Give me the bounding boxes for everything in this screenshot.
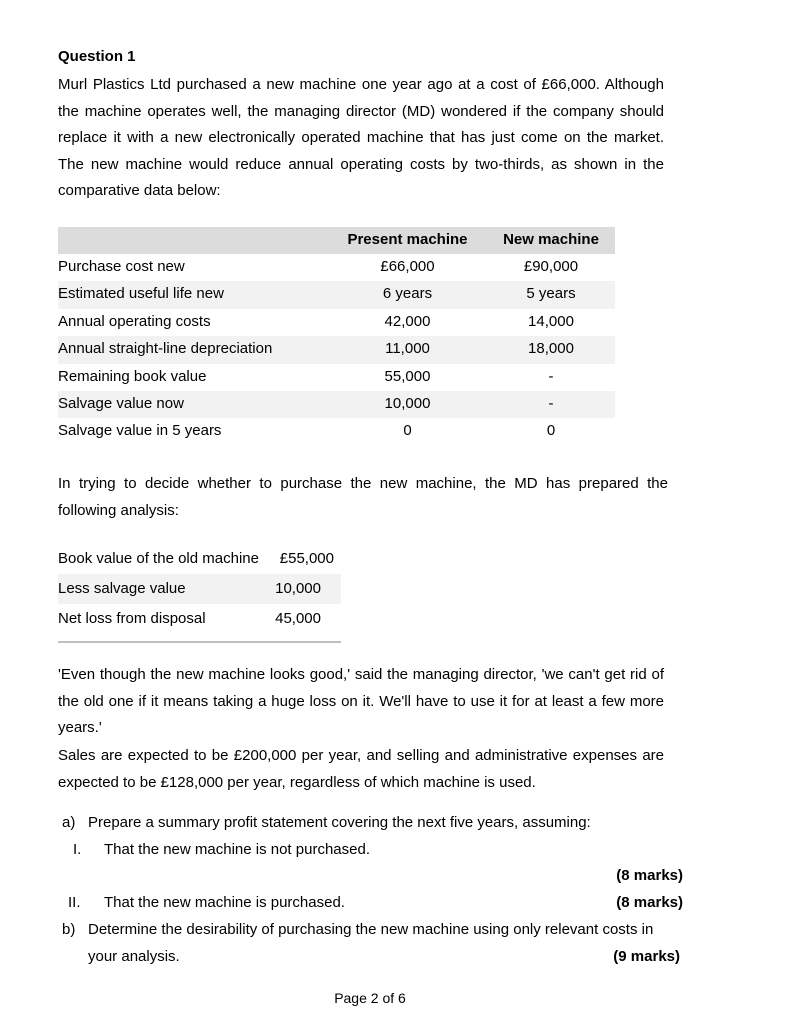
disposal-value: 45,000	[275, 610, 321, 627]
table-row	[58, 281, 615, 308]
new-value: -	[548, 367, 554, 385]
disposal-analysis	[58, 544, 341, 634]
intro-paragraph: Murl Plastics Ltd purchased a new machine one year ago at a cost of £66,000. Although the machine operates well, the managing director (MD) wondered if the company should replace it with a new electronically operated machine that has just come on the market. The new machine would reduce annual operating costs by two-thirds, as shown in the comparative data below:	[58, 76, 664, 200]
new-value: 0	[546, 422, 556, 440]
task-a-text: Prepare a summary profit statement covering the next five years, assuming:	[88, 814, 591, 831]
task-i-text: That the new machine is not purchased.	[104, 841, 370, 858]
present-value: £66,000	[380, 258, 435, 275]
present-value: 10,000	[384, 394, 431, 412]
task-a-marker: a)	[62, 814, 76, 831]
table-row	[58, 309, 615, 336]
new-value: 5 years	[526, 285, 576, 303]
row-label: Salvage value now	[58, 394, 184, 412]
disposal-bottom-rule	[58, 641, 341, 643]
question-heading: Question 1	[58, 48, 136, 65]
row-label: Estimated useful life new	[58, 285, 224, 303]
task-ii-marker: II.	[68, 894, 81, 911]
present-value: 6 years	[382, 285, 433, 303]
row-label: Salvage value in 5 years	[58, 422, 222, 440]
task-b-text-line2: your analysis.	[88, 948, 180, 965]
table-header-row	[58, 227, 615, 254]
task-b-marker: b)	[62, 921, 76, 938]
page-footer: Page 2 of 6	[334, 990, 406, 1006]
table-row	[58, 391, 615, 418]
task-ii-text: That the new machine is purchased.	[104, 894, 345, 911]
present-value: 55,000	[384, 367, 431, 385]
task-b-marks: (9 marks)	[613, 948, 680, 965]
present-value: 42,000	[384, 312, 431, 330]
task-ii-marks: (8 marks)	[616, 894, 683, 911]
table-row	[58, 364, 615, 391]
new-value: £90,000	[523, 258, 579, 275]
col-header-new: New machine	[503, 231, 599, 248]
comparison-table	[58, 227, 615, 446]
disposal-label: Book value of the old machine	[58, 550, 259, 567]
row-label: Annual operating costs	[58, 312, 211, 330]
disposal-label: Net loss from disposal	[58, 610, 206, 627]
present-value: 11,000	[385, 340, 430, 358]
sales-paragraph: Sales are expected to be £200,000 per year, and selling and administrative expenses are expected to be £128,000 per year, regardless of which machine is used.	[58, 747, 664, 791]
task-i-marks: (8 marks)	[616, 867, 683, 884]
table-row	[58, 336, 615, 363]
row-label: Remaining book value	[58, 367, 207, 385]
disposal-row	[58, 574, 341, 604]
table-row	[58, 254, 615, 281]
disposal-label: Less salvage value	[58, 580, 186, 597]
task-b-text-line1: Determine the desirability of purchasing the new machine using only relevant costs in	[88, 921, 654, 938]
new-value: 18,000	[528, 340, 574, 358]
row-label: Annual straight-line depreciation	[58, 340, 273, 358]
table-row	[58, 418, 615, 445]
row-label: Purchase cost new	[58, 258, 185, 275]
disposal-value: 10,000	[275, 580, 321, 597]
present-value: 0	[403, 422, 412, 440]
disposal-row	[58, 604, 341, 634]
new-value: 14,000	[528, 312, 574, 330]
disposal-value: £55,000	[279, 550, 334, 567]
col-header-present: Present machine	[347, 231, 468, 248]
new-value: -	[548, 394, 554, 412]
task-i-marker: I.	[73, 841, 82, 858]
analysis-intro: In trying to decide whether to purchase the new machine, the MD has prepared the following analysis:	[58, 475, 668, 519]
disposal-row	[58, 544, 341, 574]
md-quote: 'Even though the new machine looks good,' said the managing director, 'we can't get rid of the old one if it means taking a huge loss on it. We'll have to use it for at least a few more years.'	[58, 666, 664, 737]
